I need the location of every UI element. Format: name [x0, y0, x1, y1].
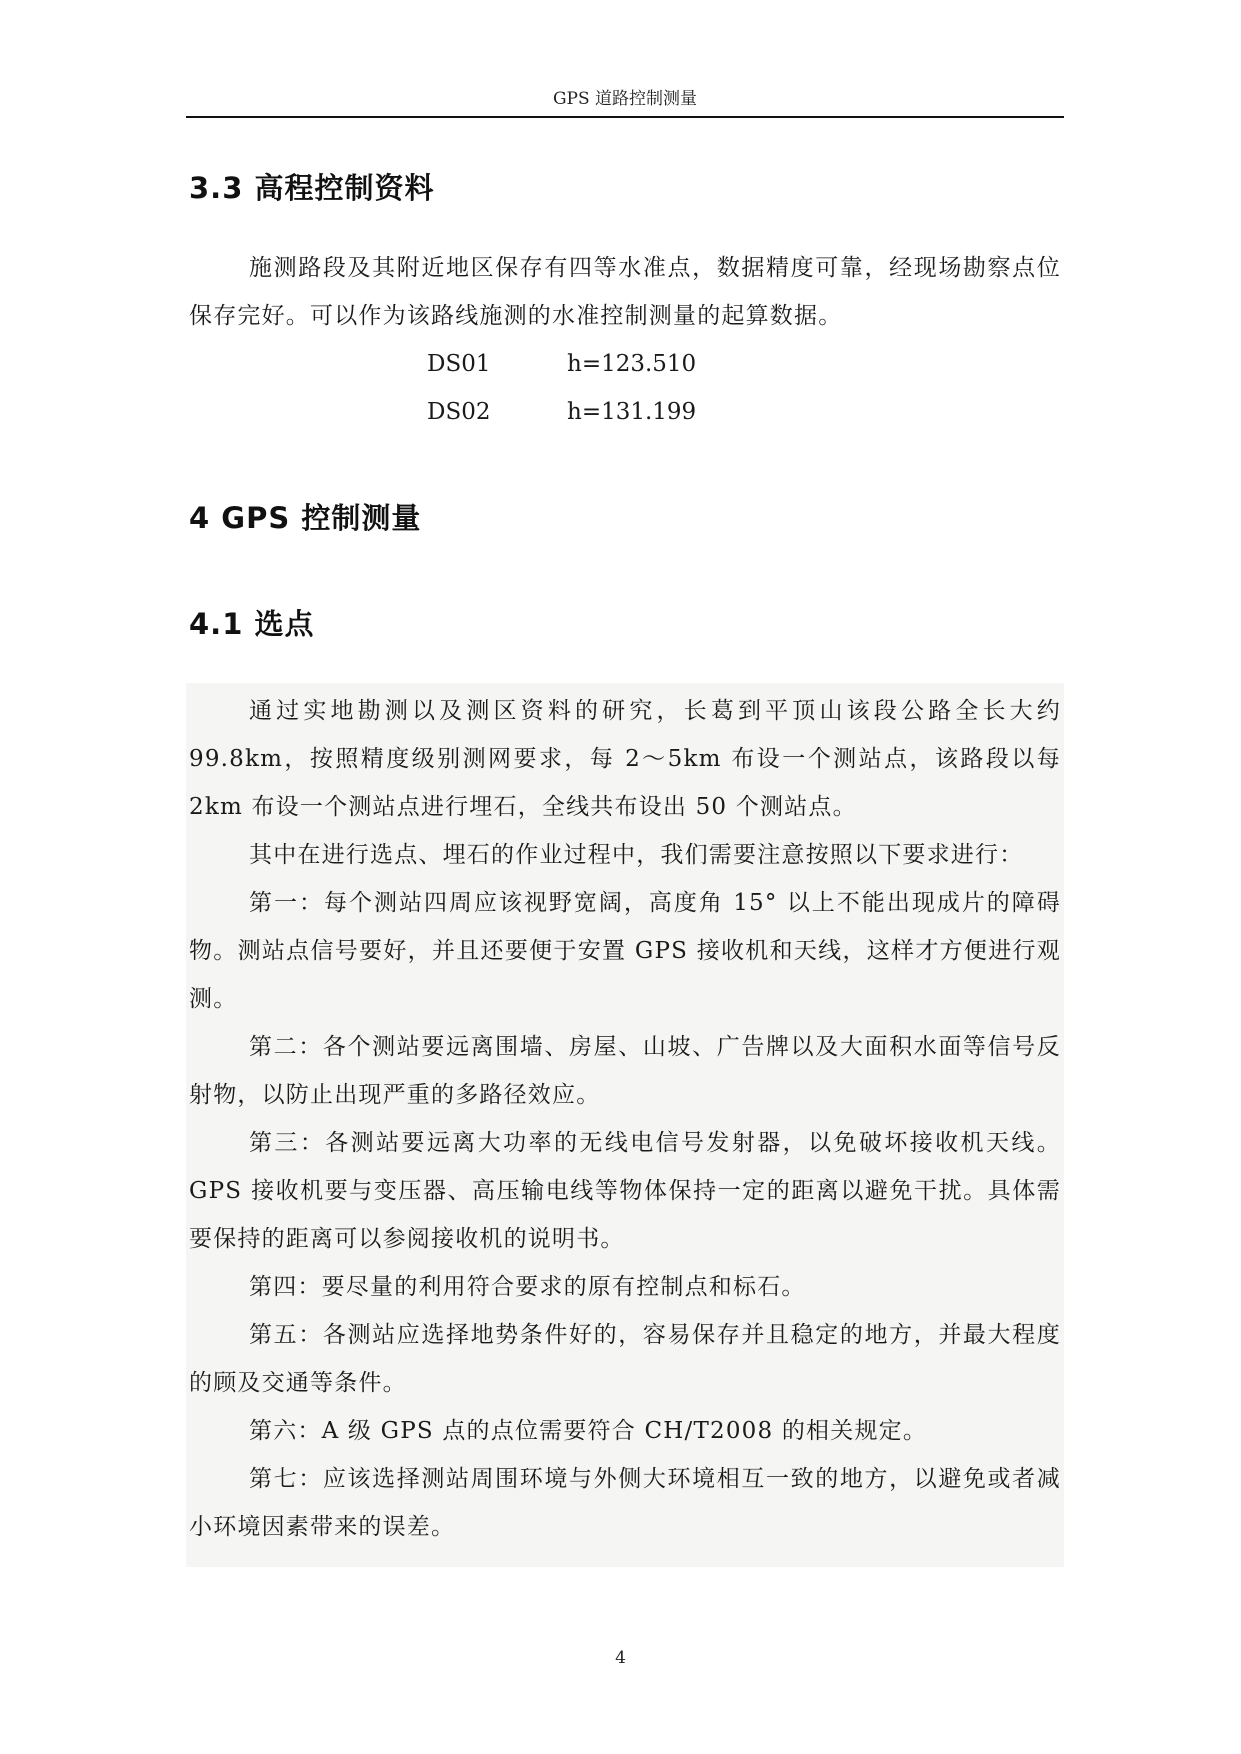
paragraph: 其中在进行选点、埋石的作业过程中，我们需要注意按照以下要求进行：	[249, 842, 1024, 868]
requirement-4: 第四：要尽量的利用符合要求的原有控制点和标石。	[249, 1274, 806, 1300]
paragraph: 通过实地勘测以及测区资料的研究，长葛到平顶山该段公路全长大约99.8km，按照精度级别测网要求，每 2～5km 布设一个测站点，该路段以每 2km 布设一个测站点进行埋石，全线共布设出 50 个测站点。	[189, 698, 1061, 820]
section-heading-4: 4 GPS 控制测量	[189, 501, 422, 535]
data-row	[427, 397, 696, 427]
paragraph-elevation-data: 施测路段及其附近地区保存有四等水准点，数据精度可靠，经现场勘察点位保存完好。可以作为该路线施测的水准控制测量的起算数据。	[189, 255, 1061, 329]
point-name: DS01	[427, 351, 491, 377]
requirement-3: 第三：各测站要远离大功率的无线电信号发射器，以免破坏接收机天线。GPS 接收机要与变压器、高压输电线等物体保持一定的距离以避免干扰。具体需要保持的距离可以参阅接收机的说明书。	[189, 1130, 1061, 1252]
requirement-7: 第七：应该选择测站周围环境与外侧大环境相互一致的地方，以避免或者减小环境因素带来的误差。	[189, 1466, 1061, 1540]
requirement-1: 第一：每个测站四周应该视野宽阔，高度角 15° 以上不能出现成片的障碍物。测站点信号要好，并且还要便于安置 GPS 接收机和天线，这样才方便进行观测。	[189, 890, 1061, 1012]
point-height: h=123.510	[567, 351, 697, 377]
data-row	[427, 349, 696, 379]
header-title: GPS 道路控制测量	[552, 89, 698, 109]
point-name: DS02	[427, 399, 491, 425]
section-heading-3-3: 3.3 高程控制资料	[189, 171, 435, 205]
page-header	[186, 86, 1064, 118]
point-height: h=131.199	[567, 399, 697, 425]
requirement-6: 第六：A 级 GPS 点的点位需要符合 CH/T2008 的相关规定。	[249, 1418, 928, 1444]
section-heading-4-1: 4.1 选点	[189, 607, 315, 641]
site-selection-text-block	[186, 683, 1064, 1567]
requirement-5: 第五：各测站应选择地势条件好的，容易保存并且稳定的地方，并最大程度的顾及交通等条件。	[189, 1322, 1061, 1396]
page-number: 4	[615, 1648, 626, 1668]
requirement-2: 第二：各个测站要远离围墙、房屋、山坡、广告牌以及大面积水面等信号反射物，以防止出现严重的多路径效应。	[189, 1034, 1061, 1108]
